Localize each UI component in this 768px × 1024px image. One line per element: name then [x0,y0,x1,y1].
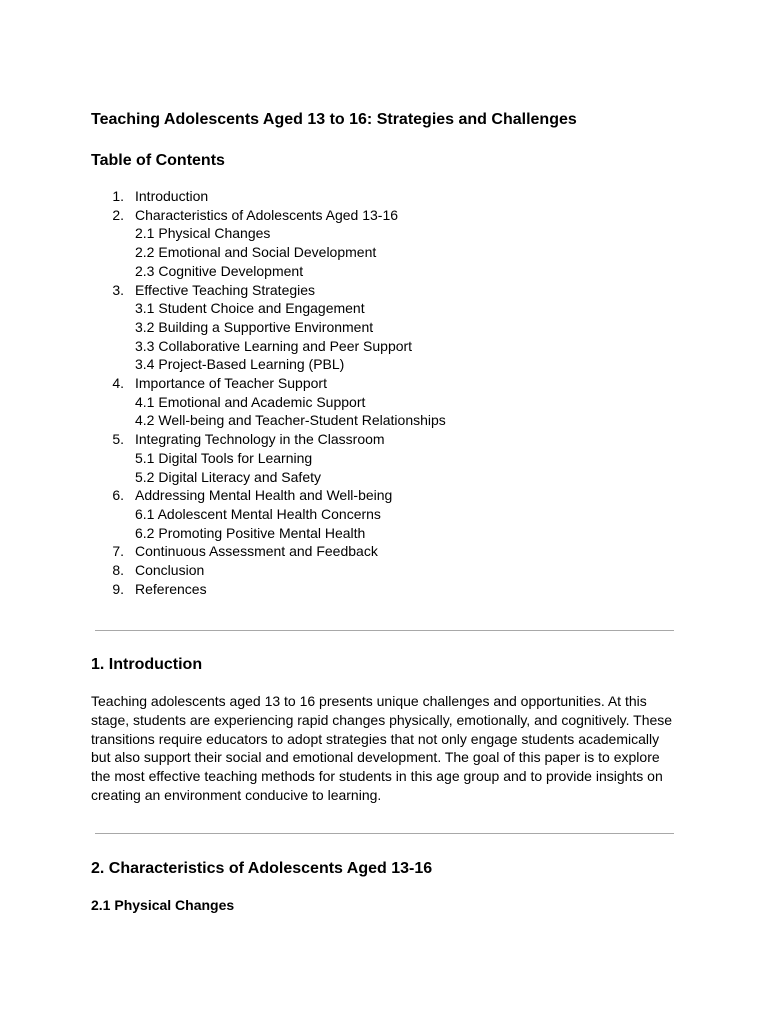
toc-item-number: 8. [112,562,124,579]
section-heading-characteristics: 2. Characteristics of Adolescents Aged 13-16 [91,860,433,877]
introduction-paragraph: Teaching adolescents aged 13 to 16 presents unique challenges and opportunities. At this stage, students are experiencing rapid changes physically, emotionally, and cognitively. These transitions require educators to adopt strategies that not only engage students academically but also support their social and emotional development. The goal of this paper is to explore the most effective teaching methods for students in this age group and to provide insights on creating an environment conducive to learning. [91,693,673,803]
section-divider [95,630,674,631]
toc-subitem: 2.1 Physical Changes [135,225,271,242]
toc-item [91,486,446,505]
toc-item-label: Introduction [135,188,209,204]
section-heading-introduction: 1. Introduction [91,656,203,673]
toc-subitem: 5.2 Digital Literacy and Safety [135,468,321,485]
document-title: Teaching Adolescents Aged 13 to 16: Strategies and Challenges [91,111,577,128]
toc-item-number: 2. [112,206,124,223]
toc-item-number: 7. [112,543,124,560]
toc-subitem: 2.3 Cognitive Development [135,262,304,279]
toc-item [91,281,446,300]
toc-item-label: Addressing Mental Health and Well-being [135,487,393,504]
toc-subitem: 5.1 Digital Tools for Learning [135,449,313,466]
toc-subitem: 3.4 Project-Based Learning (PBL) [135,356,345,373]
toc-subitem: 6.1 Adolescent Mental Health Concerns [135,505,381,522]
toc-item [91,206,446,225]
toc-item-number: 3. [112,281,124,298]
toc-subitem: 3.3 Collaborative Learning and Peer Support [135,337,413,354]
toc-item [91,542,446,561]
toc-heading: Table of Contents [91,152,225,169]
toc-item-number: 5. [112,431,124,448]
toc-item-number: 9. [112,580,124,597]
toc-subitem: 2.2 Emotional and Social Development [135,244,377,261]
toc-item-label: Continuous Assessment and Feedback [135,543,378,560]
toc-item-number: 4. [112,375,124,392]
toc-item [91,187,446,206]
toc-item-label: Importance of Teacher Support [135,375,327,392]
toc-item-label: References [135,580,207,597]
table-of-contents [91,187,446,598]
toc-item-label: Conclusion [135,562,205,579]
toc-item-number: 1. [112,188,124,204]
toc-item-label: Integrating Technology in the Classroom [135,431,385,448]
toc-item-label: Characteristics of Adolescents Aged 13-16 [135,206,399,223]
subsection-heading-physical-changes: 2.1 Physical Changes [91,897,235,913]
section-divider [95,833,674,834]
toc-subitem: 4.2 Well-being and Teacher-Student Relationships [135,412,446,429]
toc-subitem: 3.2 Building a Supportive Environment [135,318,374,335]
toc-item-number: 6. [112,487,124,504]
toc-item [91,561,446,580]
toc-item [91,430,446,449]
toc-subitem: 6.2 Promoting Positive Mental Health [135,524,366,541]
toc-item [91,580,446,599]
toc-item-label: Effective Teaching Strategies [135,281,316,298]
toc-subitem: 4.1 Emotional and Academic Support [135,393,366,410]
toc-subitem: 3.1 Student Choice and Engagement [135,300,365,317]
toc-item [91,374,446,393]
